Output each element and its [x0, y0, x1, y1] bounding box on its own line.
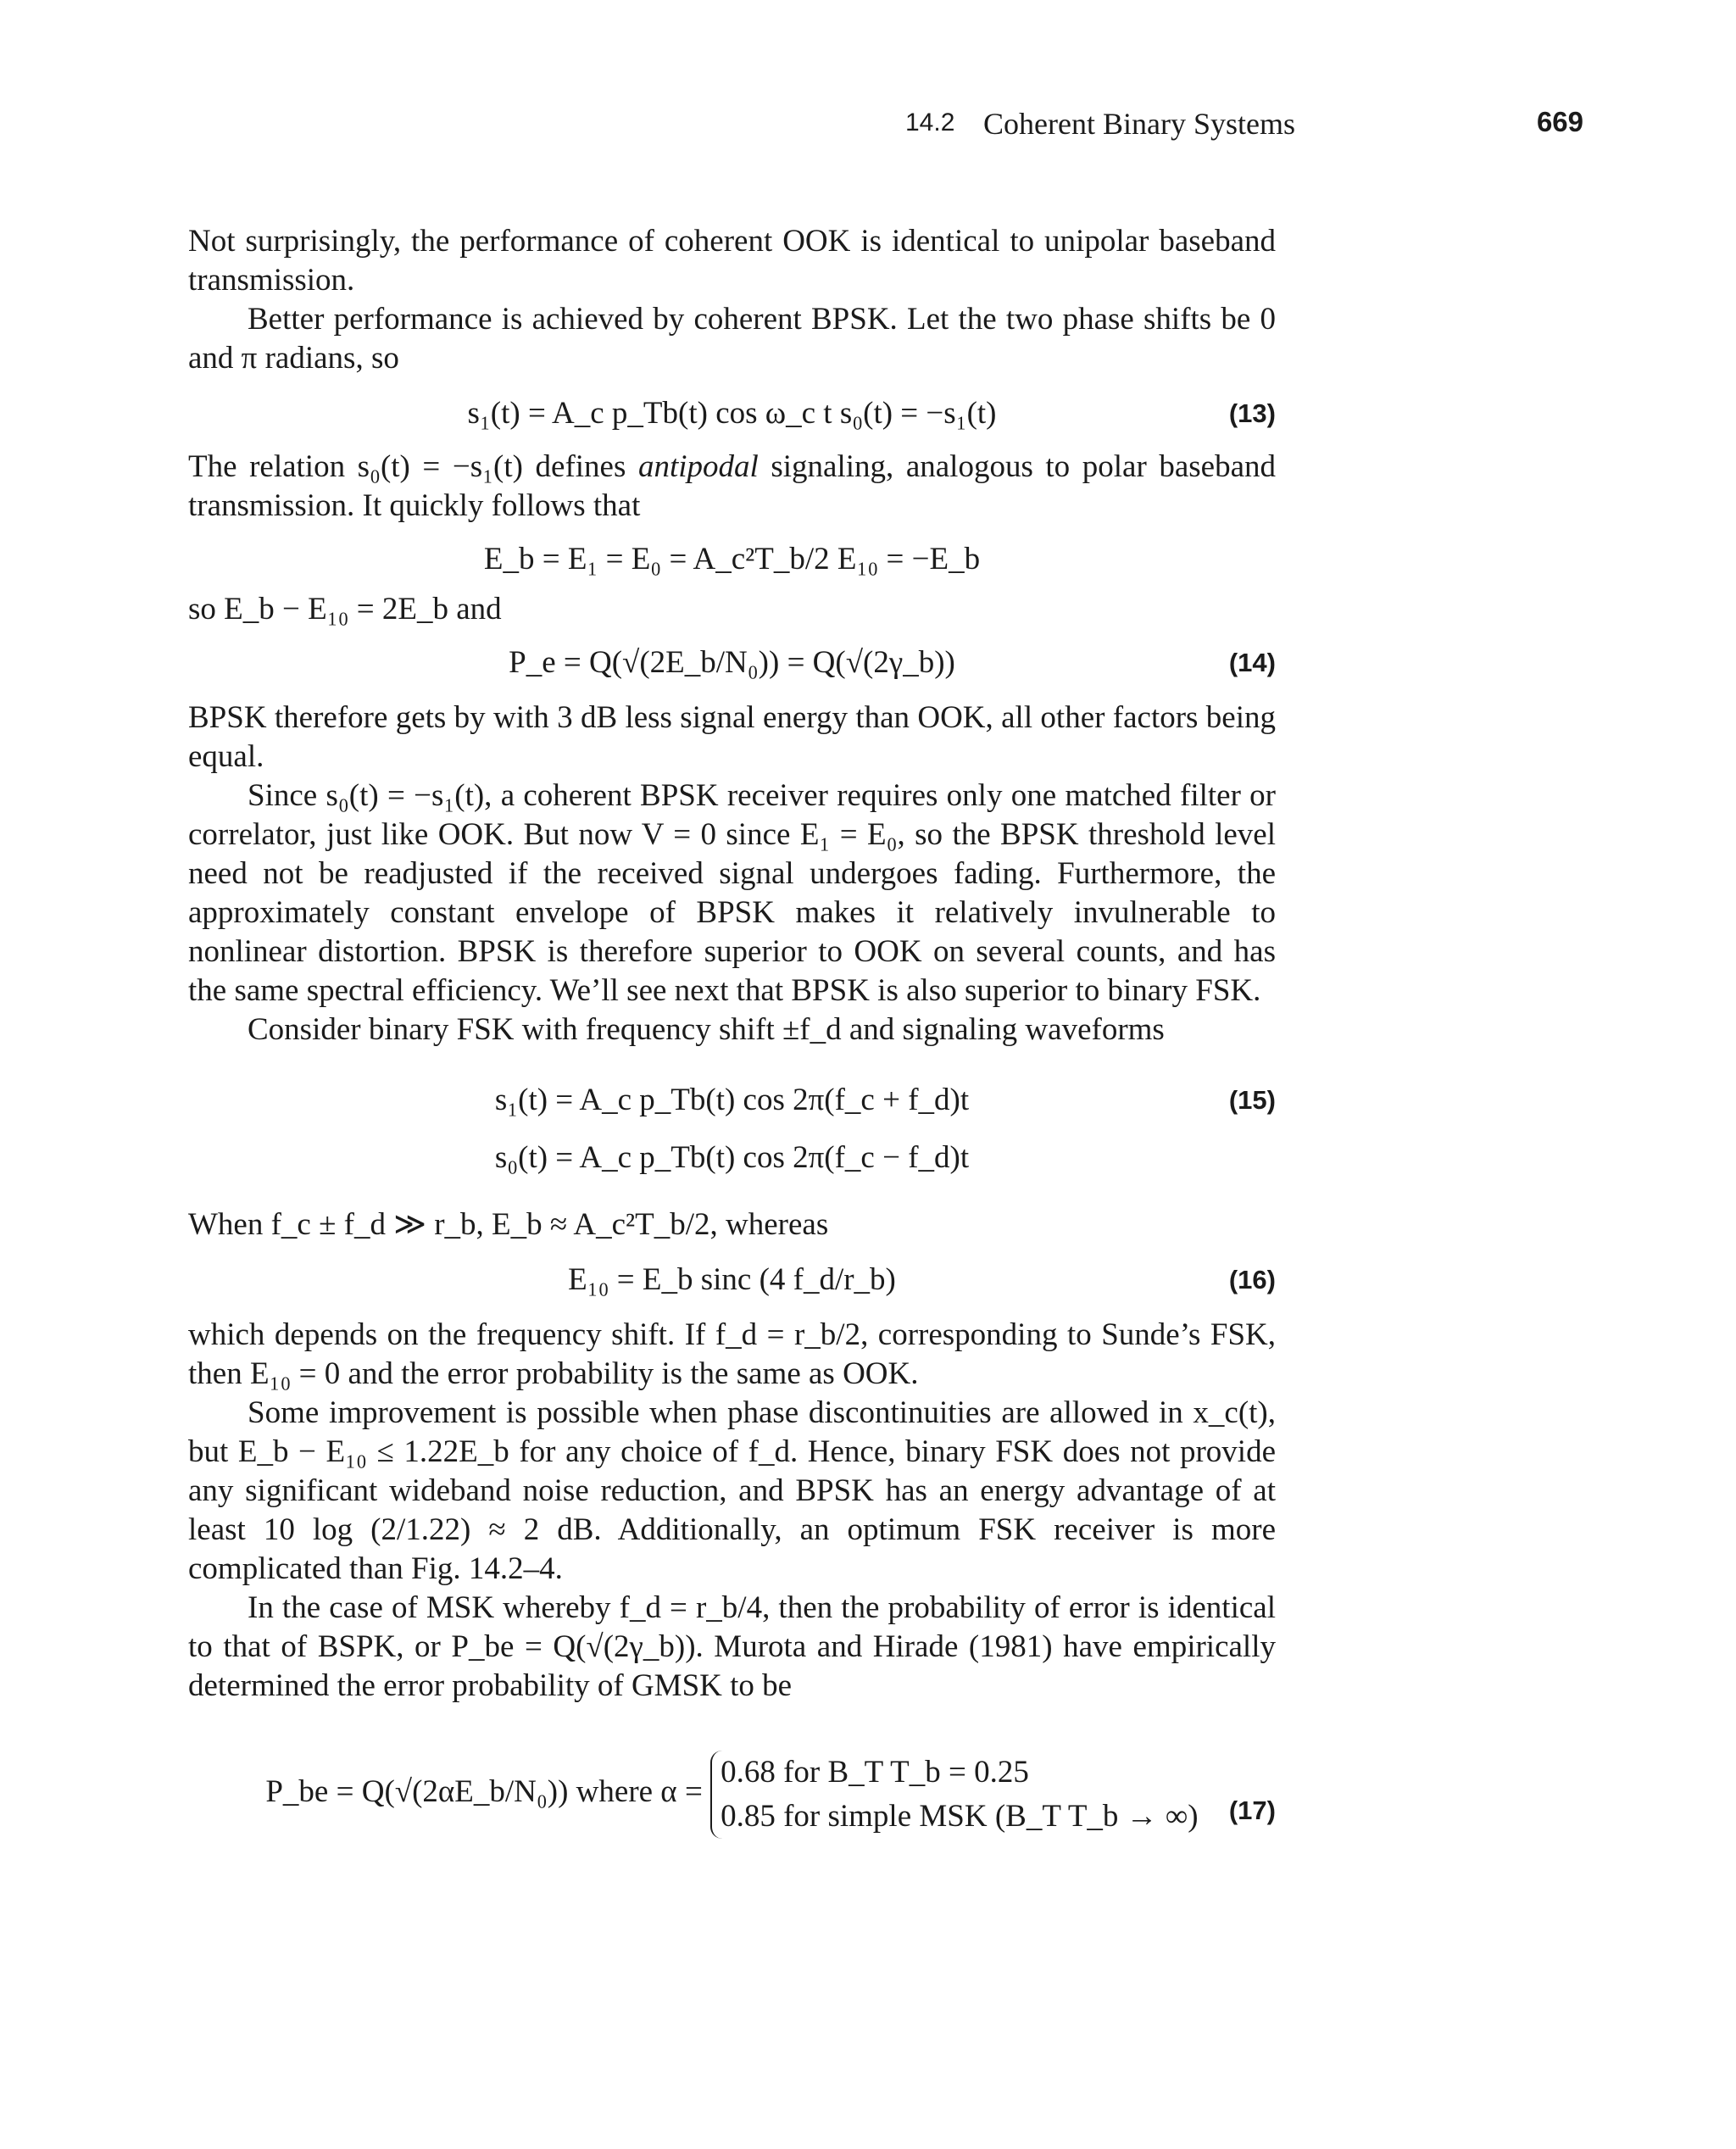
- paragraph: When f_c ± f_d ≫ r_b, E_b ≈ A_c²T_b/2, whereas: [188, 1207, 829, 1242]
- equation-body: E_b = E₁ = E₀ = A_c²T_b/2 E₁₀ = −E_b: [483, 542, 981, 576]
- paragraph: In the case of MSK whereby f_d = r_b/4, then the probability of error is identical to that of BSPK, or P_be = Q(√(2γ_b)). Murota and Hirade (1981) have empirically determined the error probability of GMSK to be: [188, 1590, 1276, 1703]
- equation-16: [188, 1255, 1276, 1306]
- text-run: The relation s₀(t) = −s₁(t) defines: [188, 449, 638, 484]
- equation-body: s₁(t) = A_c p_Tb(t) cos 2π(f_c + f_d)t: [494, 1083, 970, 1117]
- text-run: signaling, analogous to polar baseband transmission. It quickly follows that: [188, 449, 1276, 523]
- equation-number: (15): [1228, 1085, 1276, 1115]
- paragraph: Consider binary FSK with frequency shift ±f_d and signaling waveforms: [248, 1012, 1165, 1047]
- equation-15b: [188, 1133, 1276, 1183]
- equation-body: P_be = Q(√(2αE_b/N₀)) where α =: [265, 1774, 703, 1809]
- equation-14: [188, 637, 1276, 688]
- paragraph: which depends on the frequency shift. If f_d = r_b/2, corresponding to Sunde’s FSK, then E₁₀ = 0 and the error probability is the same as OOK.: [188, 1317, 1276, 1391]
- equation-body: s₀(t) = A_c p_Tb(t) cos 2π(f_c − f_d)t: [494, 1140, 970, 1175]
- case-line: 0.85 for simple MSK (B_T T_b → ∞): [721, 1798, 1199, 1834]
- paragraph: Better performance is achieved by coherent BPSK. Let the two phase shifts be 0 and π radians, so: [188, 302, 1276, 376]
- running-title: Coherent Binary Systems: [983, 107, 1295, 141]
- equation-number: (16): [1228, 1265, 1276, 1294]
- equation-number: (14): [1228, 648, 1276, 677]
- paragraph: Not surprisingly, the performance of coherent OOK is identical to unipolar baseband transmission.: [188, 224, 1276, 298]
- page-number: 669: [1536, 106, 1583, 137]
- equation-body: P_e = Q(√(2E_b/N₀)) = Q(√(2γ_b)): [509, 645, 955, 680]
- equation-body: E₁₀ = E_b sinc (4 f_d/r_b): [568, 1262, 896, 1297]
- paragraph: BPSK therefore gets by with 3 dB less signal energy than OOK, all other factors being equal.: [188, 700, 1276, 774]
- case-line: 0.68 for B_T T_b = 0.25: [721, 1754, 1029, 1790]
- equation-number: (13): [1228, 398, 1276, 428]
- equation-body: s₁(t) = A_c p_Tb(t) cos ω_c t s₀(t) = −s₁(t): [467, 396, 997, 431]
- equation-15a: [188, 1075, 1276, 1126]
- paragraph: [188, 448, 1276, 526]
- emphasis: antipodal: [637, 449, 759, 484]
- equation-number: (17): [1228, 1795, 1276, 1825]
- paragraph: so E_b − E₁₀ = 2E_b and: [188, 592, 502, 626]
- equation-17: [188, 1748, 1276, 1839]
- page-header: [0, 106, 1736, 151]
- cases-brace: [710, 1751, 1199, 1839]
- page-body: [188, 222, 1276, 1839]
- paragraph: Some improvement is possible when phase discontinuities are allowed in x_c(t), but E_b − E₁₀ ≤ 1.22E_b for any choice of f_d. Hence, binary FSK does not provide any significant wideband noise reduction, and BPSK has an energy advantage of at least 10 log (2/1.22) ≈ 2 dB. Additionally, an optimum FSK receiver is more complicated than Fig. 14.2–4.: [188, 1395, 1276, 1586]
- section-number: 14.2: [905, 109, 955, 136]
- energy-relations: [188, 534, 1276, 585]
- paragraph: Since s₀(t) = −s₁(t), a coherent BPSK receiver requires only one matched filter or correlator, just like OOK. But now V = 0 since E₁ = E₀, so the BPSK threshold level need not be readjusted if the received signal undergoes fading. Furthermore, the approximately constant envelope of BPSK makes it relatively invulnerable to nonlinear distortion. BPSK is therefore superior to OOK on several counts, and has the same spectral efficiency. We’ll see next that BPSK is also superior to binary FSK.: [188, 778, 1276, 1008]
- equation-13: [188, 388, 1276, 439]
